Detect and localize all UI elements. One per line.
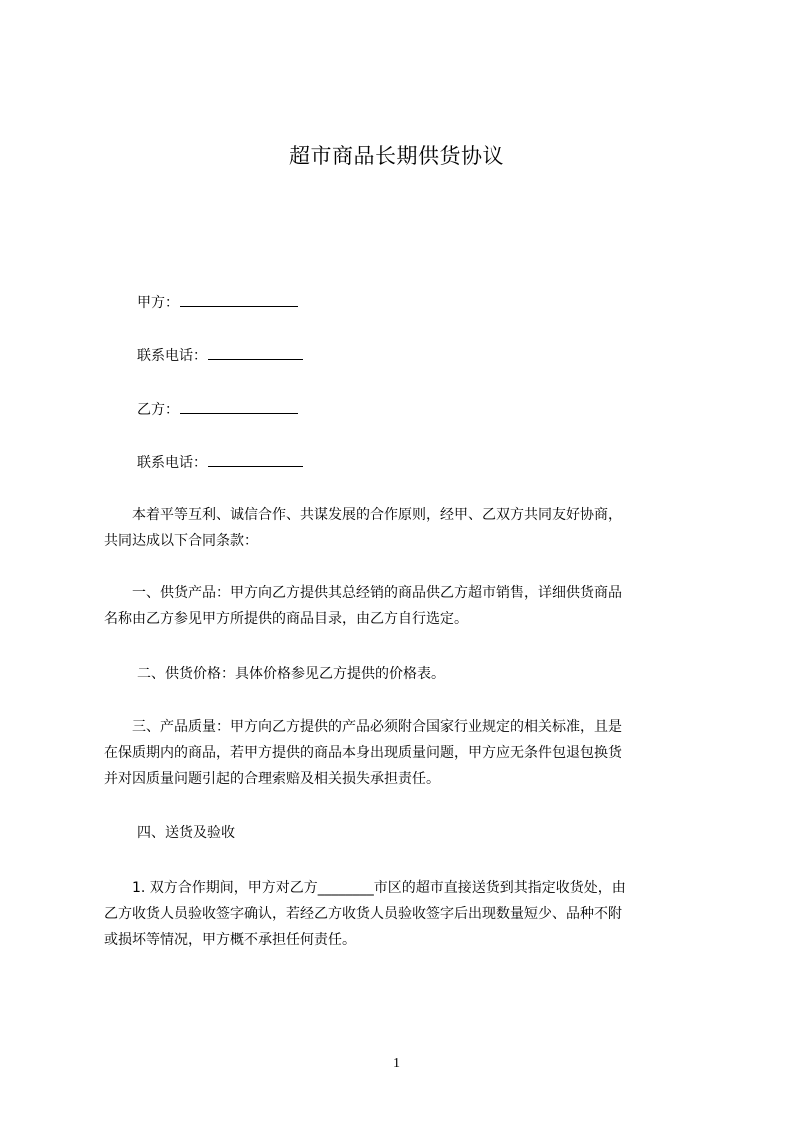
clause-1-line: 一、供货产品：甲方向乙方提供其总经销的商品供乙方超市销售，详细供货商品 — [104, 585, 622, 601]
party-a-blank — [180, 292, 298, 307]
party-a-phone-blank — [208, 345, 303, 360]
clause-3-paragraph — [104, 714, 704, 792]
intro-line: 本着平等互利、诚信合作、共谋发展的合作原则，经甲、乙双方共同友好协商， — [104, 507, 622, 523]
clause-4-heading: 四、送货及验收 — [137, 825, 235, 841]
clause-2-paragraph: 二、供货价格：具体价格参见乙方提供的价格表。 — [137, 666, 445, 682]
clause-4-item-1-line: 乙方收货人员验收签字确认，若经乙方收货人员验收签字后出现数量短少、品种不附 — [104, 906, 622, 922]
clause-1-paragraph — [104, 580, 704, 632]
party-b-label: 乙方： — [137, 402, 179, 418]
page-number: 1 — [393, 1056, 400, 1071]
party-a-label: 甲方： — [137, 295, 179, 311]
party-b-phone-label: 联系电话： — [137, 455, 207, 471]
clause-4-item-1-paragraph — [104, 875, 704, 953]
clause-4-item-1-line: 或损坏等情况，甲方概不承担任何责任。 — [104, 932, 356, 948]
document-title: 超市商品长期供货协议 — [289, 144, 504, 168]
clause-3-line: 三、产品质量：甲方向乙方提供的产品必须附合国家行业规定的相关标准，且是 — [104, 719, 622, 735]
clause-1-line: 名称由乙方参见甲方所提供的商品目录，由乙方自行选定。 — [104, 611, 468, 627]
party-b-field — [137, 399, 298, 420]
intro-line: 共同达成以下合同条款： — [104, 533, 258, 549]
party-b-phone-field — [137, 452, 303, 473]
party-a-phone-field — [137, 345, 303, 366]
intro-paragraph — [104, 502, 704, 554]
clause-4-item-1-line: 1. 双方合作期间，甲方对乙方________市区的超市直接送货到其指定收货处，由 — [104, 880, 626, 896]
party-a-phone-label: 联系电话： — [137, 348, 207, 364]
party-b-blank — [180, 399, 298, 414]
clause-3-line: 并对因质量问题引起的合理索赔及相关损失承担责任。 — [104, 771, 440, 787]
party-a-field — [137, 292, 298, 313]
party-b-phone-blank — [208, 452, 303, 467]
clause-3-line: 在保质期内的商品，若甲方提供的商品本身出现质量问题，甲方应无条件包退包换货 — [104, 745, 622, 761]
